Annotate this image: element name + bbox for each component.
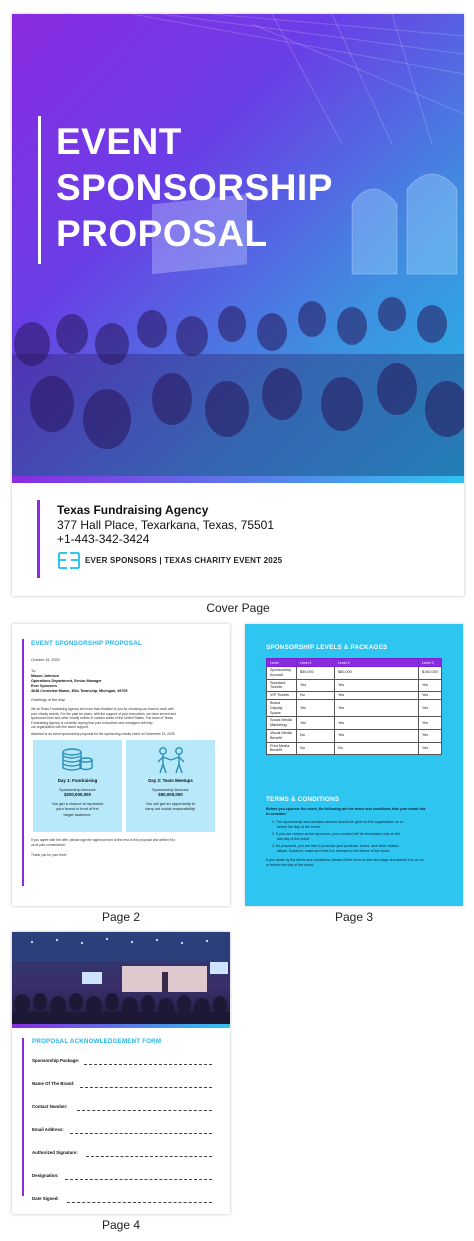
table-cell: No [297, 729, 335, 742]
closing-line: If you agree with the offer, please sign the approval form at the end of this proposal and deliver it to [31, 838, 176, 842]
box1-amount: $200,000,000 [64, 792, 91, 797]
table-cell: Yes [297, 717, 335, 730]
recipient-company: Ever Sponsors [31, 684, 58, 688]
cover-title [56, 119, 376, 257]
terms-line: before the day of the event. [277, 825, 321, 829]
table-cell: Brand Display Space [267, 699, 297, 716]
table-row [267, 729, 442, 742]
box2-description [126, 801, 215, 812]
terms-item-3 [272, 844, 398, 854]
terms-outro-line: or before the day of the event. [266, 863, 314, 867]
agency-name: Texas Fundraising Agency [57, 503, 209, 517]
table-header-cell: Level 2 [335, 659, 419, 667]
form-field-label: Contact Number: [32, 1104, 68, 1109]
box1-description [33, 801, 122, 817]
agency-phone: +1-443-342-3424 [57, 532, 150, 546]
table-cell: Yes [419, 692, 442, 700]
form-field-line[interactable] [67, 1202, 212, 1203]
logo-tagline: EVER SPONSORS | TEXAS CHARITY EVENT 2025 [85, 556, 283, 565]
terms-outro-line: If you abide by the terms and conditions, please fill the form on the next page and submit it to us on [266, 858, 424, 862]
table-header-cell: Level 1 [297, 659, 335, 667]
box1-desc-line: target audience. [63, 811, 92, 817]
cover-gradient-strip [12, 476, 464, 483]
form-field-designation[interactable] [32, 1173, 217, 1181]
table-cell: Yes [335, 729, 419, 742]
table-cell: Yes [297, 699, 335, 716]
terms-line: 2. If you are chosen as the sponsors, your contract will be terminated only on the [272, 832, 401, 836]
table-cell: Yes [297, 679, 335, 692]
table-cell: No [335, 742, 419, 755]
letter-body-line: Fundraising Agency is currently hoping that your executives and managers will help [31, 720, 153, 725]
cover-title-line-2: SPONSORSHIP [56, 167, 333, 208]
form-field-line[interactable] [70, 1133, 212, 1134]
table-header-row [267, 659, 442, 667]
page4-caption: Page 4 [101, 1218, 141, 1232]
cover-page [12, 14, 464, 596]
table-cell: Sponsorship Amount [267, 667, 297, 680]
form-field-contact-number[interactable] [32, 1104, 217, 1112]
terms-intro-line: Before you sponsor the event, the following are the terms and conditions that your brand has [266, 807, 426, 811]
page-2 [12, 624, 230, 906]
letter-body-line: our organization with the same support. [31, 725, 89, 730]
table-cell: Yes [335, 717, 419, 730]
page2-caption: Page 2 [101, 910, 141, 924]
terms-intro [266, 807, 426, 817]
table-cell: $150,000 [419, 667, 442, 680]
recipient-name: Mason Johnson [31, 674, 60, 678]
page3-caption: Page 3 [334, 910, 374, 924]
table-cell: No [297, 692, 335, 700]
table-cell: Standard Tickets [267, 679, 297, 692]
closing-line: us at your convenience. [31, 842, 66, 847]
box1-amount-label: Sponsorship Amount: [59, 787, 96, 792]
page2-title: EVENT SPONSORSHIP PROPOSAL [31, 640, 143, 647]
cover-title-line-3: PROPOSAL [56, 213, 268, 254]
conference-photo [12, 932, 230, 1024]
table-cell: Social Media Marketing [267, 717, 297, 730]
form-field-label: Date Signed: [32, 1196, 59, 1201]
terms-item-2 [272, 832, 400, 842]
table-cell: No [297, 742, 335, 755]
page-3 [245, 624, 463, 906]
table-cell: Yes [419, 742, 442, 755]
terms-line: affairs. However, make sure that it is relevant to the theme of the event. [277, 849, 391, 853]
box1-desc-line: You get a chance to represent [51, 801, 104, 806]
table-row [267, 667, 442, 680]
box2-desc-line: You will get an opportunity to [145, 801, 196, 806]
table-row [267, 742, 442, 755]
page4-title: PROPOSAL ACKNOWLEDGEMENT FORM [32, 1038, 162, 1045]
letter-greeting: Greetings of the day! [31, 698, 66, 702]
table-cell: VIP Tickets [267, 692, 297, 700]
table-cell: $50,000 [297, 667, 335, 680]
form-field-line[interactable] [80, 1087, 212, 1088]
letter-body-line: sponsored ever and other charity events in various areas of the United States. The team of Texas [31, 716, 173, 721]
sponsorship-box-day2 [126, 740, 215, 832]
table-row [267, 692, 442, 700]
attached-line: Attached is an event sponsorship proposal for the sponsoring charity event on December 15, 2025. [31, 732, 176, 736]
form-field-date-signed[interactable] [32, 1196, 217, 1204]
box1-desc-line: your brand in front of the [56, 806, 99, 812]
conference-illustration [12, 932, 230, 1024]
recipient-title: Operations Department, Senior Manager [31, 679, 102, 683]
agency-address: 377 Hall Place, Texarkana, Texas, 75501 [57, 518, 275, 532]
table-cell: Yes [419, 699, 442, 716]
table-header-cell: Level [267, 659, 297, 667]
form-field-line[interactable] [86, 1156, 212, 1157]
form-field-line[interactable] [84, 1064, 212, 1065]
ever-sponsors-logo-icon [57, 552, 81, 569]
box2-amount: $50,000,000 [158, 792, 183, 797]
cover-title-line-1: EVENT [56, 121, 182, 162]
terms-intro-line: to consider: [266, 812, 287, 816]
letter-date: October 15, 2025 [31, 658, 60, 662]
page-4 [12, 932, 230, 1214]
thanks-line: Thank you for your time! [31, 853, 67, 857]
form-field-email-address[interactable] [32, 1127, 217, 1135]
table-cell: Yes [335, 679, 419, 692]
closing-text [31, 838, 175, 847]
page2-accent-bar [22, 639, 24, 886]
terms-line: 1. The sponsorship and donation amount should be given to the organization on or [272, 820, 404, 824]
table-row [267, 699, 442, 716]
table-cell: Yes [419, 679, 442, 692]
terms-line: last day of the event. [277, 837, 311, 841]
form-field-line[interactable] [77, 1110, 212, 1111]
terms-line: 3. As proposed, you are free to promote your products, brand, and other related [272, 844, 399, 848]
letter-to-label: To: [31, 669, 36, 673]
form-field-line[interactable] [65, 1179, 212, 1180]
form-field-label: Name Of The Brand: [32, 1081, 75, 1086]
table-cell: Yes [335, 692, 419, 700]
form-field-brand-name[interactable] [32, 1081, 217, 1089]
page4-gradient-strip [12, 1024, 230, 1028]
form-field-label: Sponsorship Package: [32, 1058, 80, 1063]
page4-accent-bar [22, 1038, 24, 1196]
form-field-label: Authorized Signature: [32, 1150, 78, 1155]
box2-amount-label: Sponsorship Amount: [152, 787, 189, 792]
table-row [267, 679, 442, 692]
terms-outro [266, 858, 424, 868]
table-cell: $80,000 [335, 667, 419, 680]
terms-title: TERMS & CONDITIONS [266, 796, 340, 803]
box2-title: Day 2: Team Meetups [148, 778, 193, 783]
table-cell: Yes [419, 717, 442, 730]
terms-item-1 [272, 820, 403, 830]
form-field-label: Email Address: [32, 1127, 64, 1132]
cover-title-accent-bar [38, 116, 41, 264]
sponsorship-levels-table [266, 658, 442, 755]
box2-desc-line: carry out social responsibility. [145, 806, 196, 812]
letter-body-line: We at Texas Fundraising Agency are more than thankful to you for choosing our team to work with [31, 707, 174, 711]
sponsorship-box-day1 [33, 740, 122, 832]
team-icon [154, 746, 188, 774]
table-header-cell: Level 3 [419, 659, 442, 667]
coins-icon [60, 746, 94, 774]
form-field-authorized-signature[interactable] [32, 1150, 217, 1158]
letter-body [31, 707, 176, 730]
form-field-sponsorship-package[interactable] [32, 1058, 217, 1066]
recipient-address: 3648 Crestview Manor, Ellis Township, Michigan, 49705 [31, 689, 128, 693]
form-field-label: Designation: [32, 1173, 59, 1178]
agency-accent-bar [37, 500, 40, 578]
table-cell: Yes [335, 699, 419, 716]
letter-body-line: your charity events. For the past six years, with the support of your executives, we have served and [31, 711, 176, 716]
cover-caption: Cover Page [206, 601, 270, 615]
table-cell: Yes [419, 729, 442, 742]
page3-title: SPONSORSHIP LEVELS & PACKAGES [266, 644, 388, 651]
table-cell: Print Media Benefit [267, 742, 297, 755]
box1-title: Day 1: Fundraising [57, 778, 98, 783]
table-cell: Visual Media Benefit [267, 729, 297, 742]
table-row [267, 717, 442, 730]
